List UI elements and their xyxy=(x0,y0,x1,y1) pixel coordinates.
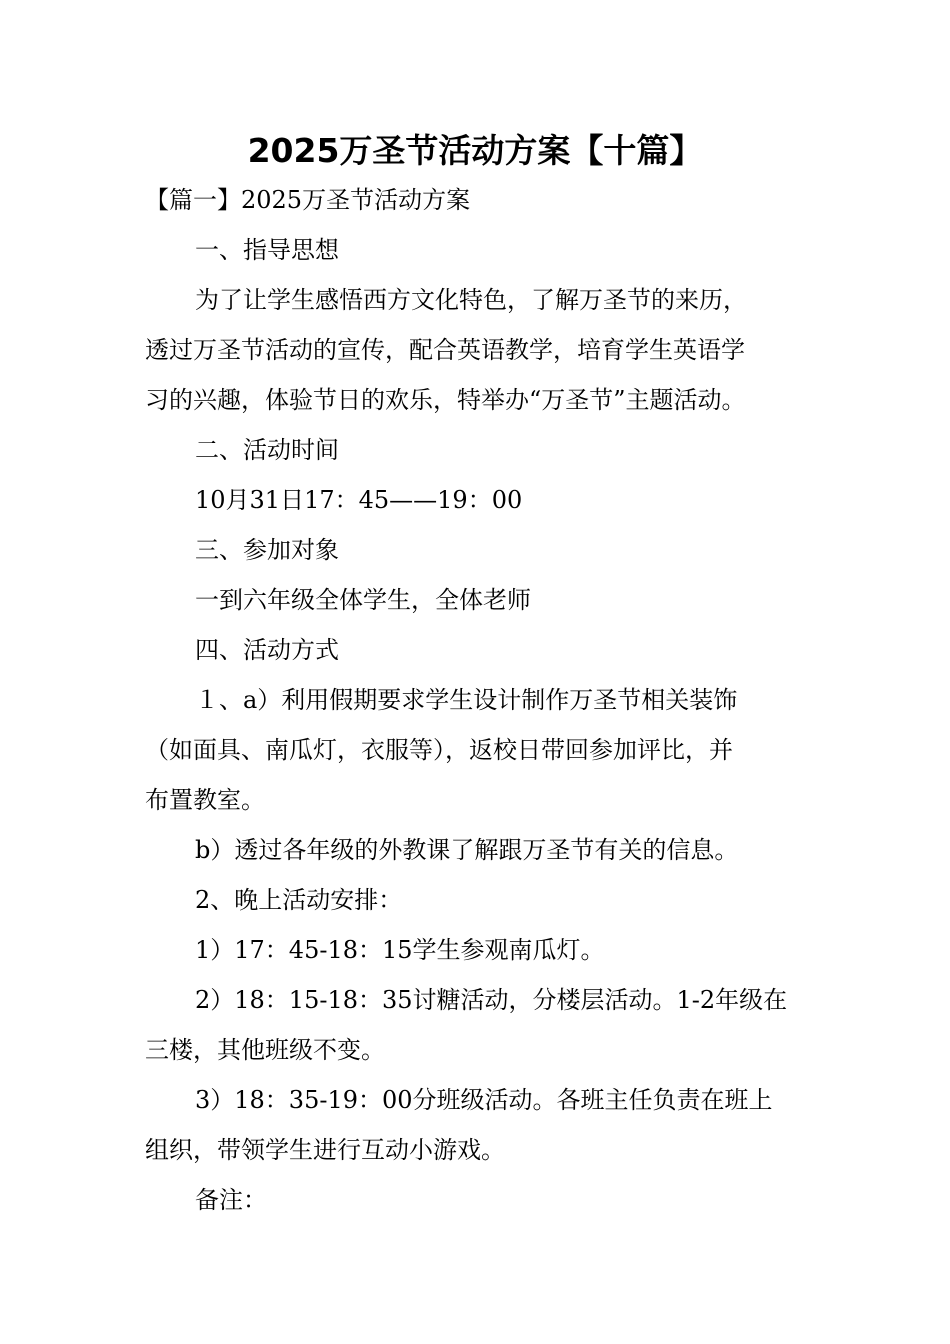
paragraph-line: 为了让学生感悟西方文化特色，了解万圣节的来历， xyxy=(195,286,747,314)
heading-evening-schedule: 2、晚上活动安排： xyxy=(195,886,403,914)
heading-guiding-ideology: 一、指导思想 xyxy=(195,236,339,264)
paragraph-line: 布置教室。 xyxy=(145,786,265,814)
heading-activity-time: 二、活动时间 xyxy=(195,436,339,464)
paragraph-line: 透过万圣节活动的宣传，配合英语教学，培育学生英语学 xyxy=(145,336,745,364)
schedule-item: 1）17：45-18：15学生参观南瓜灯。 xyxy=(195,936,605,964)
participants-value: 一到六年级全体学生，全体老师 xyxy=(195,586,531,614)
schedule-item: 2）18：15-18：35讨糖活动，分楼层活动。1-2年级在 xyxy=(195,986,788,1014)
document-body xyxy=(145,175,807,1225)
paragraph-line: b）透过各年级的外教课了解跟万圣节有关的信息。 xyxy=(195,836,739,864)
schedule-item: 3）18：35-19：00分班级活动。各班主任负责在班上 xyxy=(195,1086,773,1114)
paragraph-line: （如面具、南瓜灯，衣服等），返校日带回参加评比，并 xyxy=(145,736,733,764)
section-heading-part-one: 【篇一】2025万圣节活动方案 xyxy=(145,186,471,214)
heading-participants: 三、参加对象 xyxy=(195,536,339,564)
notes-label: 备注： xyxy=(195,1186,267,1214)
heading-activity-method: 四、活动方式 xyxy=(195,636,339,664)
paragraph-line: １、a）利用假期要求学生设计制作万圣节相关装饰 xyxy=(195,686,738,714)
activity-time-value: 10月31日17：45——19：00 xyxy=(195,486,523,514)
document-title: 2025万圣节活动方案【十篇】 xyxy=(247,131,703,170)
schedule-item-continued: 三楼，其他班级不变。 xyxy=(145,1036,385,1064)
paragraph-line: 习的兴趣，体验节日的欢乐，特举办“万圣节”主题活动。 xyxy=(145,386,746,414)
schedule-item-continued: 组织，带领学生进行互动小游戏。 xyxy=(145,1136,505,1164)
